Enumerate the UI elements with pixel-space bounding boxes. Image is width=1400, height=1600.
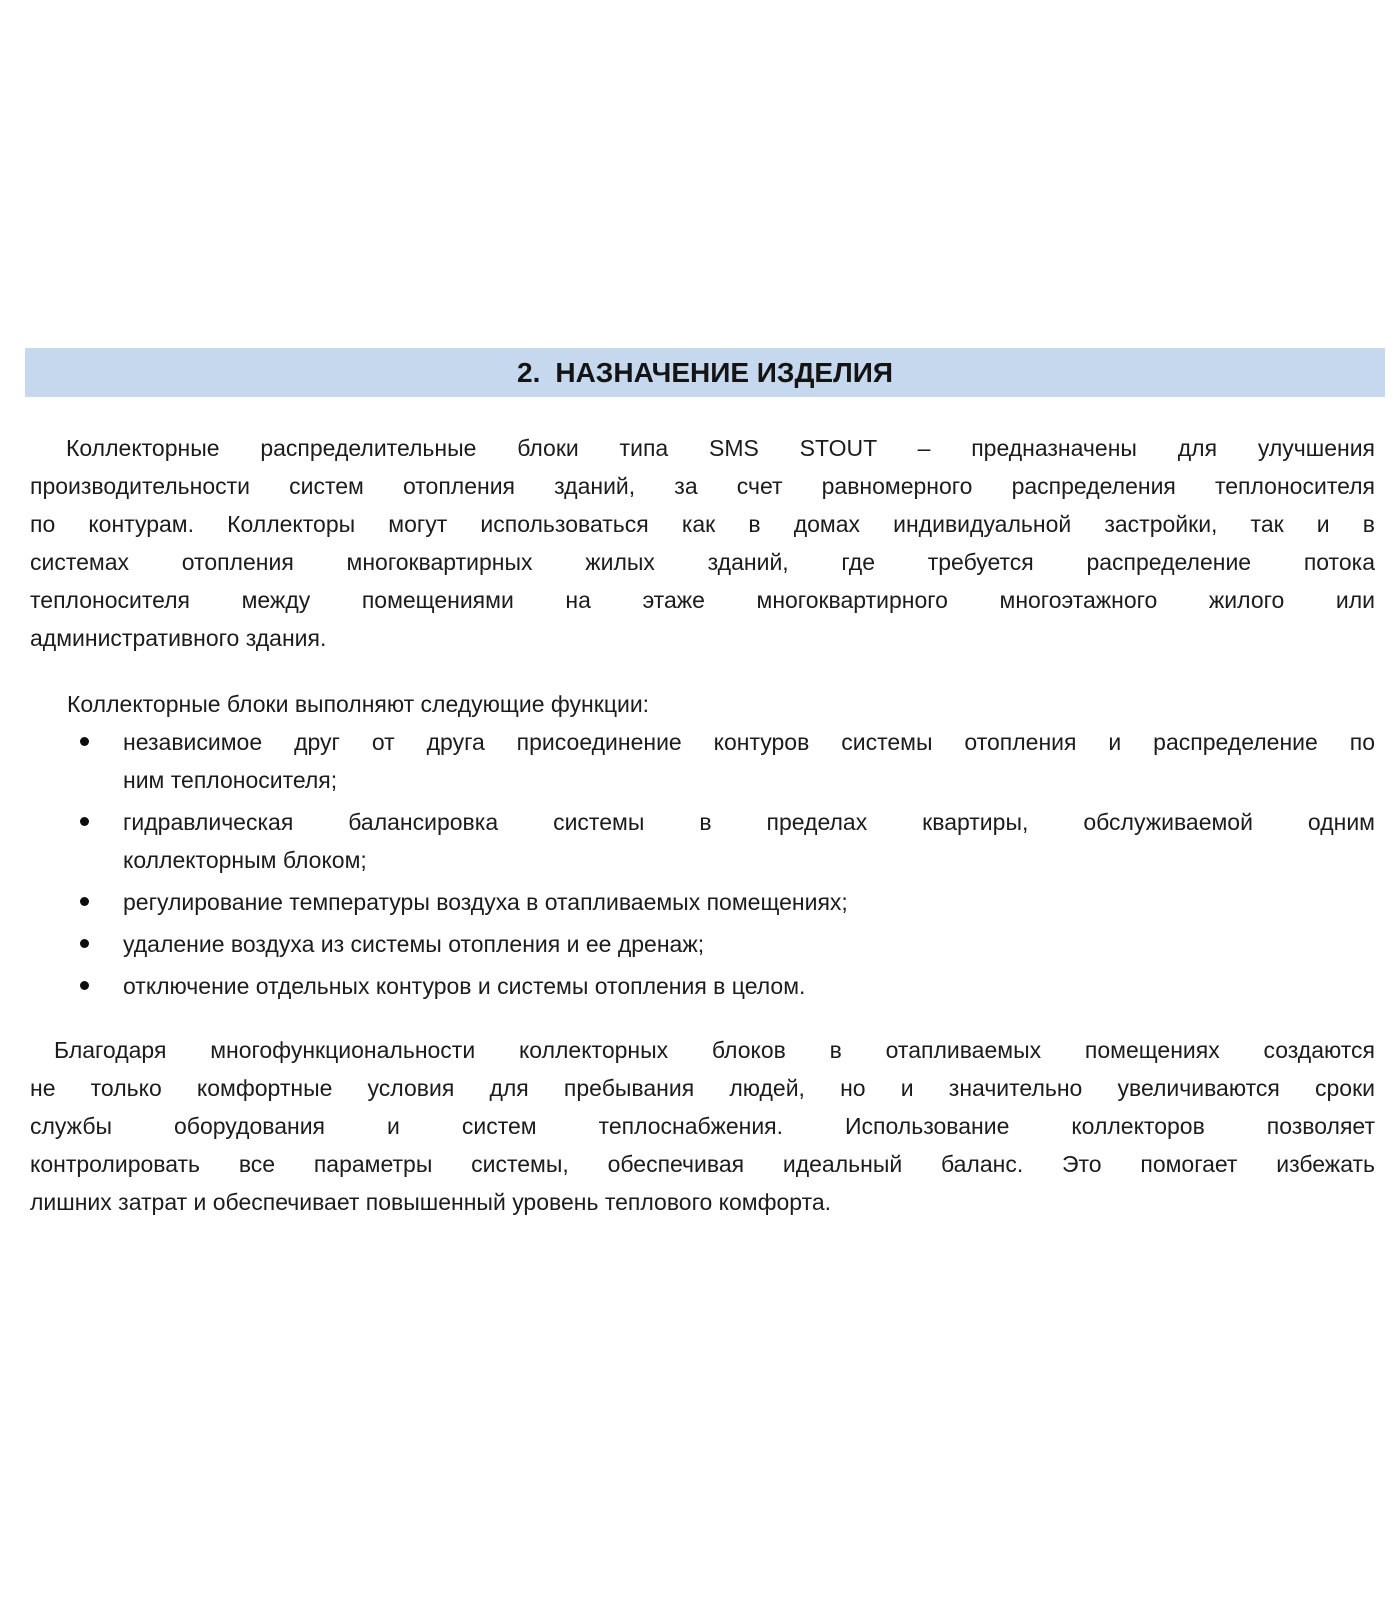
paragraph-line: контролировать все параметры системы, обеспечивая идеальный баланс. Это помогает избежать bbox=[30, 1151, 1375, 1177]
section-header bbox=[25, 348, 1385, 397]
bullet-icon bbox=[80, 897, 89, 906]
bullet-icon bbox=[80, 817, 89, 826]
list-item-line: ним теплоносителя; bbox=[123, 767, 338, 793]
list-item-line: гидравлическая балансировка системы в пределах квартиры, обслуживаемой одним bbox=[123, 809, 1375, 835]
paragraph-line: службы оборудования и систем теплоснабжения. Использование коллекторов позволяет bbox=[30, 1113, 1375, 1139]
paragraph-benefits bbox=[30, 1031, 1375, 1221]
list-item-line: удаление воздуха из системы отопления и ее дренаж; bbox=[123, 931, 705, 957]
bullet-icon bbox=[80, 939, 89, 948]
list-item bbox=[30, 967, 1375, 1005]
list-item bbox=[30, 925, 1375, 963]
section-title: НАЗНАЧЕНИЕ ИЗДЕЛИЯ bbox=[555, 356, 893, 388]
paragraph-product-purpose bbox=[30, 429, 1375, 657]
paragraph-line: теплоносителя между помещениями на этаже многоквартирного многоэтажного жилого или bbox=[30, 587, 1375, 613]
bullet-icon bbox=[80, 737, 89, 746]
paragraph-line: административного здания. bbox=[30, 625, 327, 651]
paragraph-line: не только комфортные условия для пребывания людей, но и значительно увеличиваются сроки bbox=[30, 1075, 1375, 1101]
paragraph-line: по контурам. Коллекторы могут использоваться как в домах индивидуальной застройки, так и в bbox=[30, 511, 1375, 537]
document-body bbox=[30, 397, 1375, 1221]
bullet-icon bbox=[80, 981, 89, 990]
list-item-line: коллекторным блоком; bbox=[123, 847, 367, 873]
list-item-line: независимое друг от друга присоединение контуров системы отопления и распределение по bbox=[123, 729, 1375, 755]
paragraph-line: Благодаря многофункциональности коллекторных блоков в отапливаемых помещениях создаются bbox=[54, 1037, 1375, 1063]
list-item bbox=[30, 803, 1375, 879]
list-item bbox=[30, 883, 1375, 921]
functions-list bbox=[30, 723, 1375, 1005]
section-number: 2. bbox=[517, 356, 541, 388]
paragraph-line: лишних затрат и обеспечивает повышенный уровень теплового комфорта. bbox=[30, 1189, 832, 1215]
paragraph-line: системах отопления многоквартирных жилых зданий, где требуется распределение потока bbox=[30, 549, 1375, 575]
paragraph-line: производительности систем отопления зданий, за счет равномерного распределения теплоносителя bbox=[30, 473, 1375, 499]
paragraph-line: Коллекторные распределительные блоки типа SMS STOUT – предназначены для улучшения bbox=[66, 435, 1375, 461]
functions-list-intro: Коллекторные блоки выполняют следующие функции: bbox=[67, 691, 650, 717]
list-item bbox=[30, 723, 1375, 799]
list-item-line: регулирование температуры воздуха в отапливаемых помещениях; bbox=[123, 889, 848, 915]
list-item-line: отключение отдельных контуров и системы отопления в целом. bbox=[123, 973, 806, 999]
